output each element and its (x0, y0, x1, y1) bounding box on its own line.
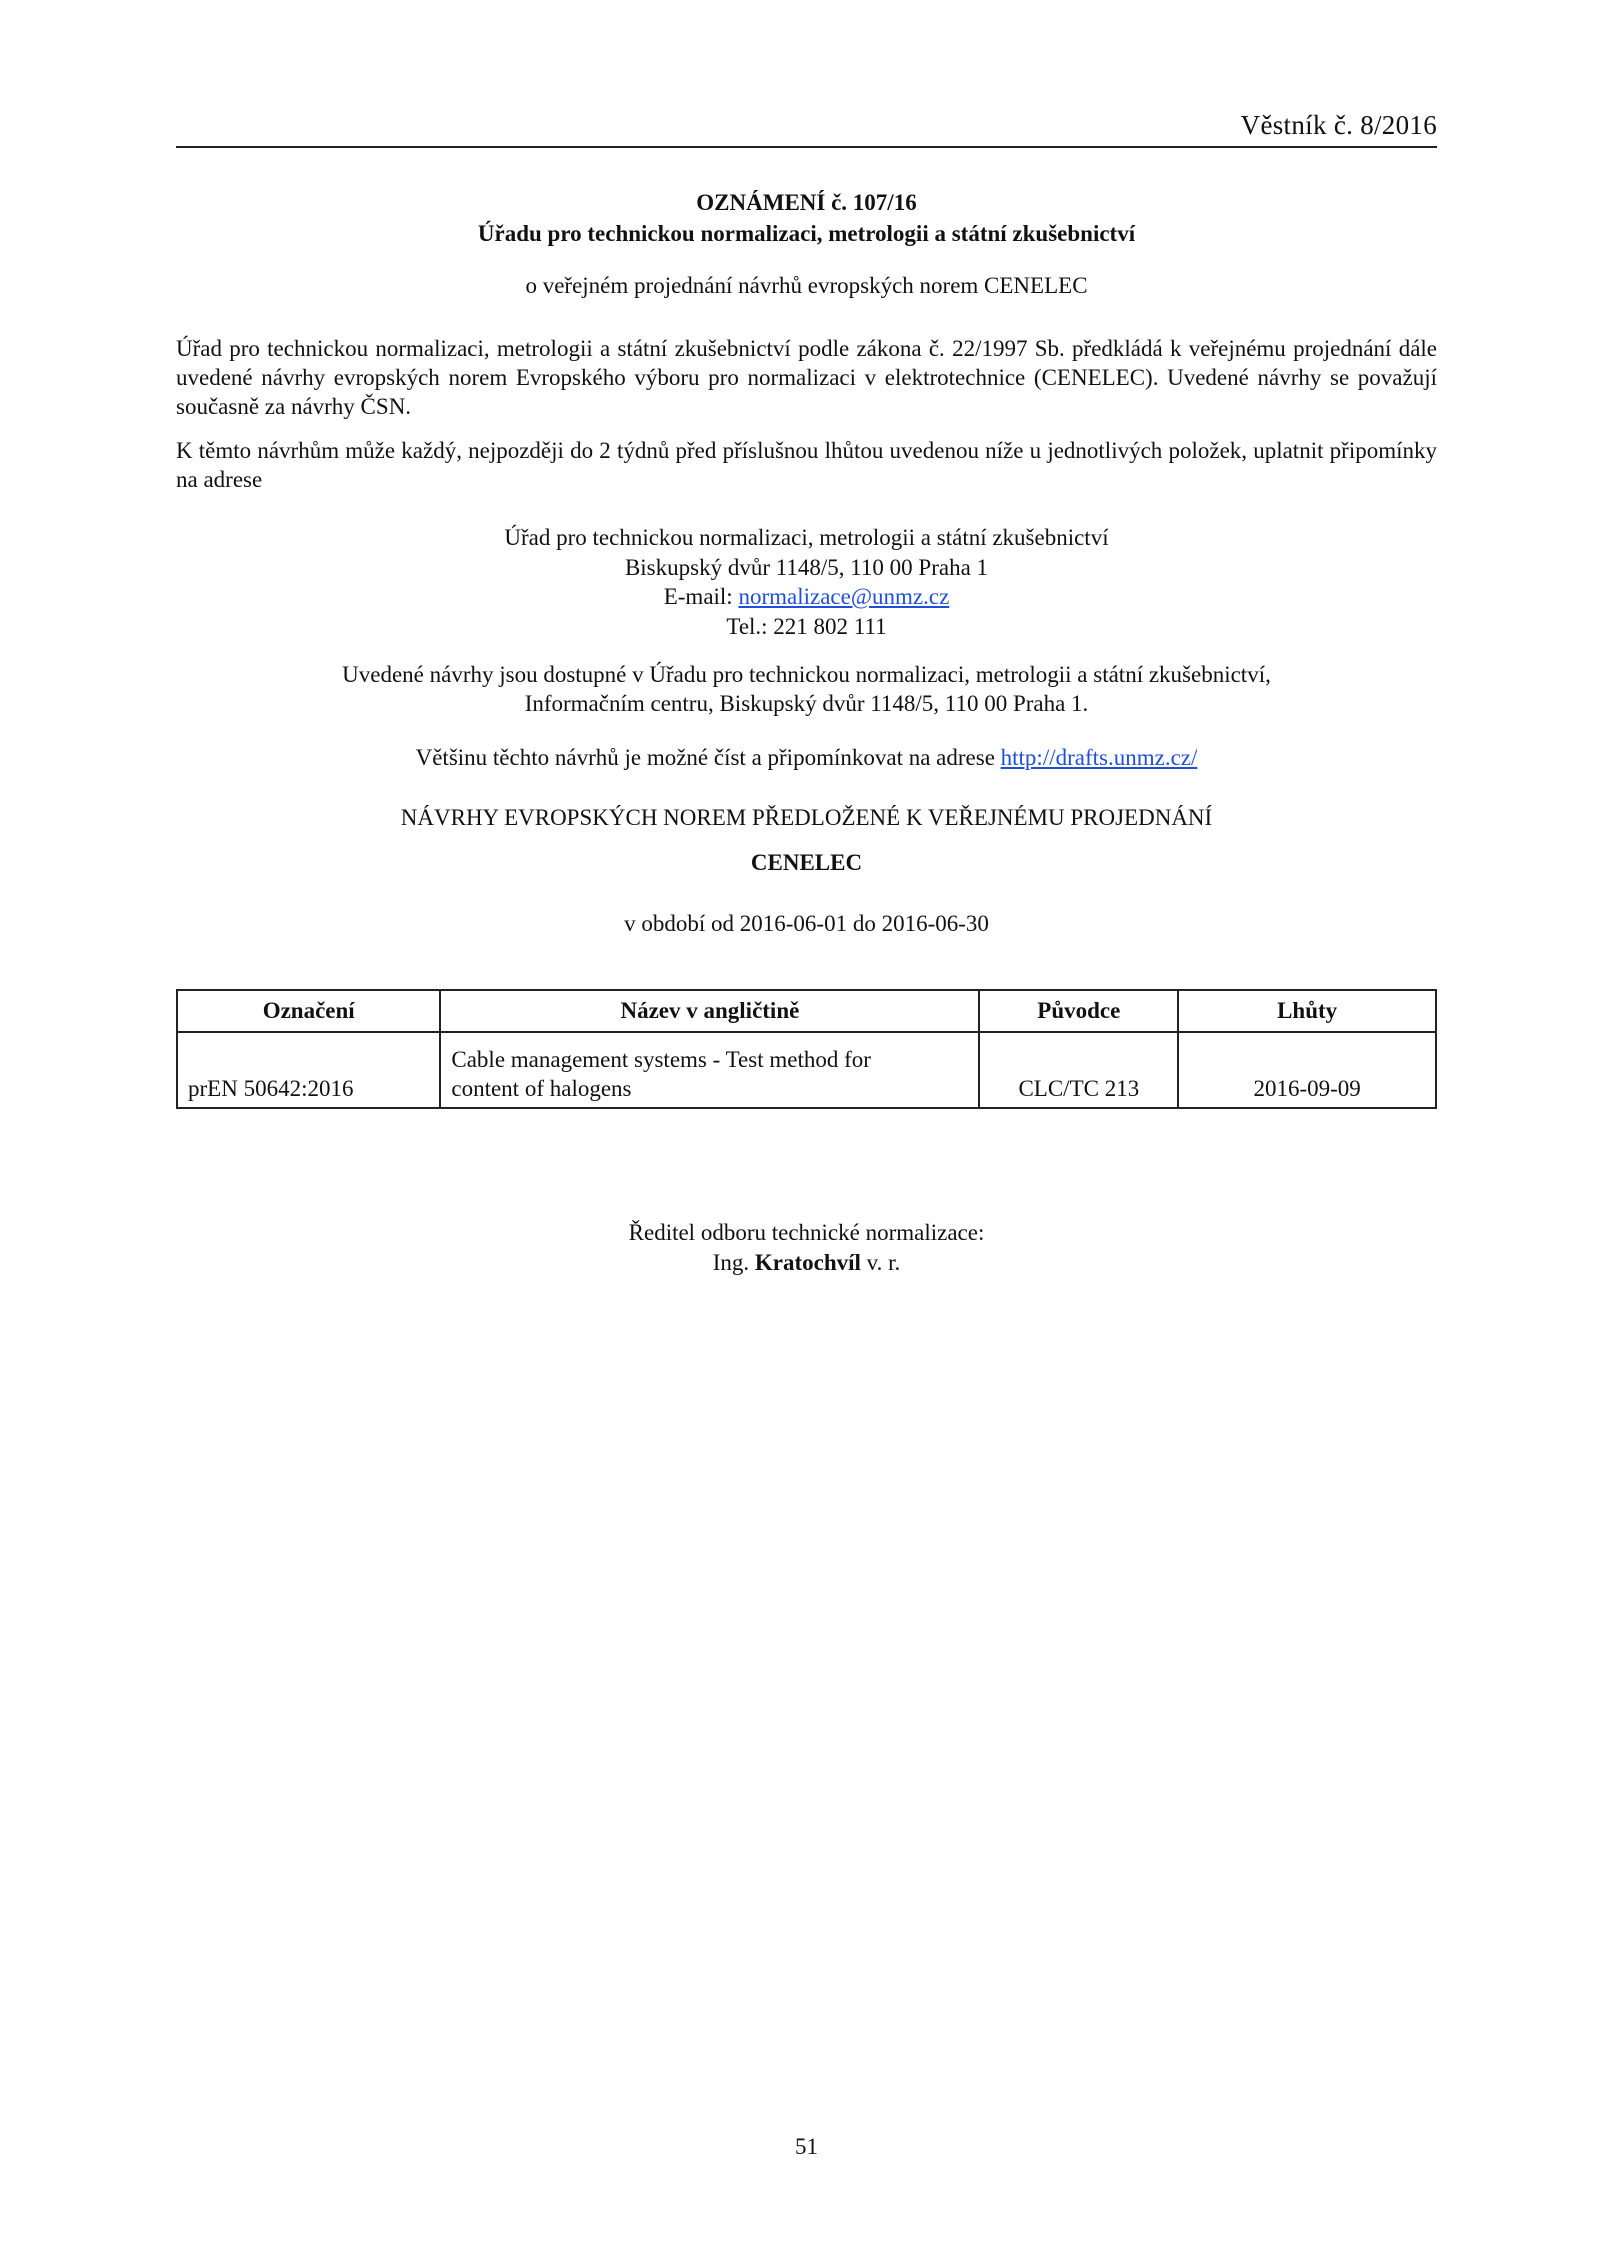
journal-header: Věstník č. 8/2016 (1240, 110, 1437, 140)
availability-block (176, 660, 1437, 718)
cell-name (440, 1032, 979, 1108)
signature-name-line (176, 1248, 1437, 1278)
cell-name-line-1: Cable management systems - Test method for (451, 1047, 871, 1072)
table-header-row (177, 990, 1436, 1032)
intro-paragraph: Úřad pro technickou normalizaci, metrologii a státní zkušebnictví podle zákona č. 22/1997 Sb. předkládá k veřejnému projednání dále uvedené návrhy evropských norem Evropského výboru pro normalizaci v elektrotechnice (CENELEC). Uvedené návrhy se považují současně za návrhy ČSN. (176, 336, 1437, 419)
signature-name: Kratochvíl (754, 1250, 861, 1275)
comments-paragraph: K těmto návrhům může každý, nejpozději do 2 týdnů před příslušnou lhůtou uvedenou níže u jednotlivých položek, uplatnit připomínky na adrese (176, 438, 1437, 492)
address-org: Úřad pro technickou normalizaci, metrologii a státní zkušebnictví (504, 525, 1109, 550)
column-header-id: Označení (177, 990, 440, 1032)
email-link[interactable]: normalizace@unmz.cz (738, 584, 950, 609)
email-label: E-mail: (663, 584, 739, 609)
address-street: Biskupský dvůr 1148/5, 110 00 Praha 1 (624, 554, 989, 580)
section-heading: NÁVRHY EVROPSKÝCH NOREM PŘEDLOŽENÉ K VEŘEJNÉMU PROJEDNÁNÍ (400, 805, 1213, 830)
signature-role: Ředitel odboru technické normalizace: (628, 1220, 985, 1245)
section-organization: CENELEC (750, 850, 863, 875)
drafts-link[interactable]: http://drafts.unmz.cz/ (1000, 745, 1198, 770)
signature-block (176, 1218, 1437, 1278)
drafts-note (176, 745, 1437, 771)
address-block (176, 523, 1437, 641)
column-header-originator: Původce (979, 990, 1178, 1032)
page-number: 51 (795, 2134, 818, 2159)
header-rule (176, 146, 1437, 148)
availability-line-2: Informačním centru, Biskupský dvůr 1148/5, 110 00 Praha 1. (524, 691, 1089, 716)
cell-deadline: 2016-09-09 (1178, 1032, 1436, 1108)
drafts-note-text: Většinu těchto návrhů je možné číst a připomínkovat na adrese (415, 745, 1001, 770)
column-header-name: Název v angličtině (440, 990, 979, 1032)
address-email-line (176, 582, 1437, 612)
cell-name-line-2: content of halogens (451, 1076, 632, 1101)
signature-suffix: v. r. (860, 1250, 901, 1275)
notice-issuer: Úřadu pro technickou normalizaci, metrologii a státní zkušebnictví (477, 221, 1136, 246)
address-phone: Tel.: 221 802 111 (726, 613, 887, 639)
cell-id: prEN 50642:2016 (177, 1032, 440, 1108)
standards-table (176, 989, 1437, 1109)
notice-subtitle: o veřejném projednání návrhů evropských norem CENELEC (525, 273, 1088, 298)
table-row (177, 1032, 1436, 1108)
cell-originator: CLC/TC 213 (979, 1032, 1178, 1108)
column-header-deadline: Lhůty (1178, 990, 1436, 1032)
signature-prefix: Ing. (712, 1250, 755, 1275)
notice-number: OZNÁMENÍ č. 107/16 (696, 190, 917, 215)
section-period: v období od 2016-06-01 do 2016-06-30 (624, 911, 989, 936)
availability-line-1: Uvedené návrhy jsou dostupné v Úřadu pro technickou normalizaci, metrologii a státní zkušebnictví, (342, 662, 1271, 687)
notice-title (176, 187, 1437, 249)
